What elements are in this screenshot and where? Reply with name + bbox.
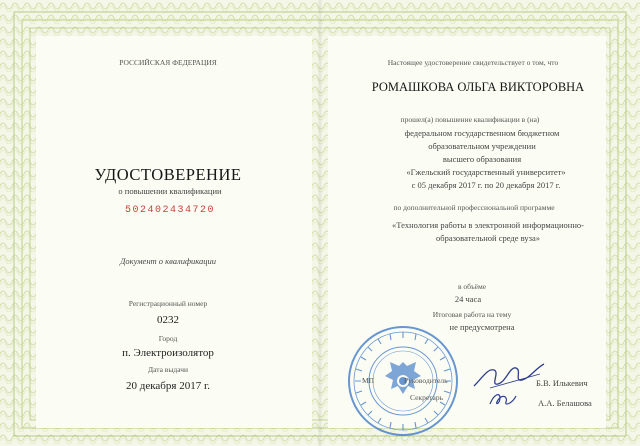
thesis-value: не предусмотрена <box>449 322 515 332</box>
program-title-line: «Технология работы в электронной информационно- <box>392 220 584 230</box>
institution-line: образовательном учреждении <box>428 141 536 151</box>
secretary-signature <box>486 388 520 410</box>
document-subtitle: о повышении квалификации <box>118 186 222 196</box>
program-label: по дополнительной профессиональной программе <box>393 203 555 212</box>
mp-label: МП <box>362 376 375 385</box>
head-label: Руководитель <box>404 376 448 385</box>
issue-date-label: Дата выдачи <box>147 365 189 374</box>
secretary-name: А.А. Белашова <box>538 398 592 408</box>
registration-number: 0232 <box>157 314 179 326</box>
registration-label: Регистрационный номер <box>128 299 208 308</box>
institution-line: высшего образования <box>442 154 522 164</box>
thesis-label: Итоговая работа на тему <box>432 310 512 319</box>
volume-value: 24 часа <box>454 294 482 304</box>
country-label: РОССИЙСКАЯ ФЕДЕРАЦИЯ <box>119 58 217 67</box>
center-fold <box>318 0 322 446</box>
program-title-line: образовательной среде вуза» <box>436 233 540 243</box>
passed-text: прошел(а) повышение квалификации в (на) <box>400 115 540 124</box>
course-dates: с 05 декабря 2017 г. по 20 декабря 2017 г. <box>411 180 561 190</box>
document-type: Документ о квалификации <box>119 256 217 266</box>
head-name: Б.В. Илькевич <box>536 378 588 388</box>
city-label: Город <box>158 334 178 343</box>
holder-name: РОМАШКОВА ОЛЬГА ВИКТОРОВНА <box>371 80 585 94</box>
secretary-label: Секретарь <box>410 393 444 402</box>
volume-label: в объёме <box>457 282 487 291</box>
issue-date: 20 декабря 2017 г. <box>126 380 210 392</box>
intro-text: Настоящее удостоверение свидетельствует о том, что <box>387 58 559 67</box>
city-value: п. Электроизолятор <box>122 347 214 359</box>
document-title: УДОСТОВЕРЕНИЕ <box>94 165 242 184</box>
institution-line: федеральном государственном бюджетном <box>404 128 560 138</box>
institution-line: «Гжельский государственный университет» <box>406 167 566 177</box>
serial-number: 502402434720 <box>124 205 216 216</box>
